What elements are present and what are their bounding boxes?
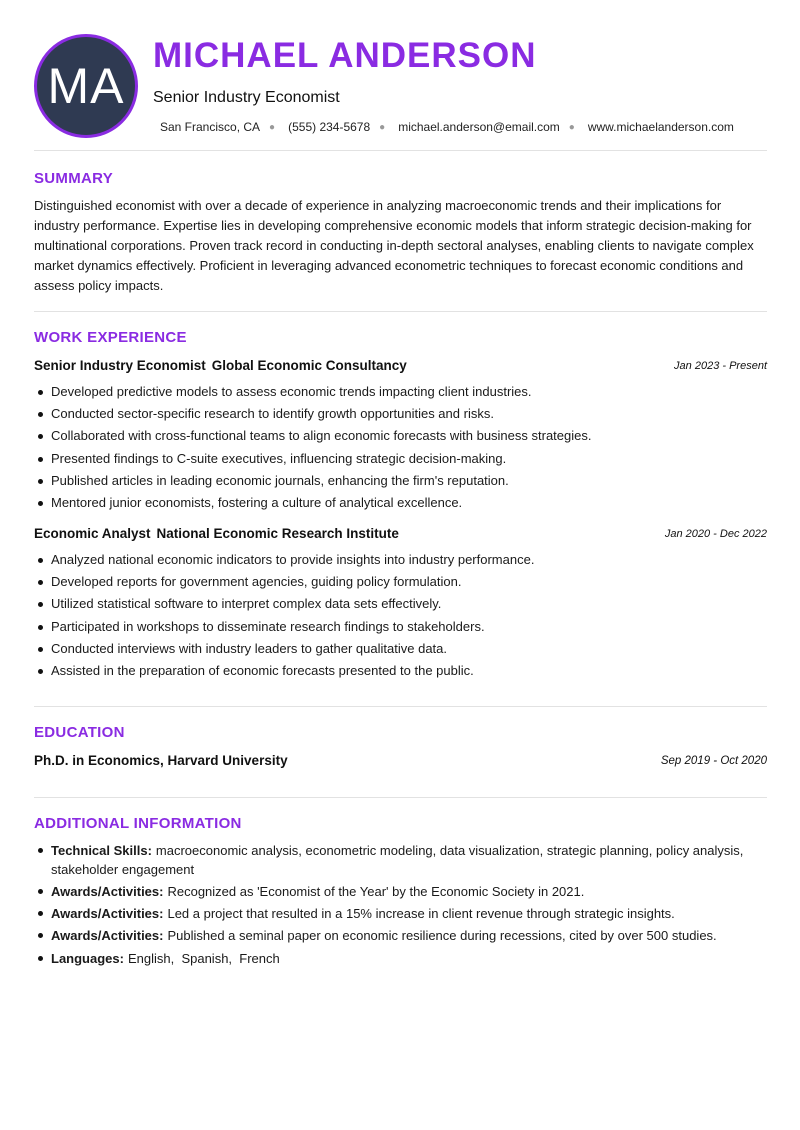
candidate-name: MICHAEL ANDERSON [153,36,537,75]
list-item: Published articles in leading economic journals, enhancing the firm's reputation. [34,470,767,492]
section-title-work-experience: WORK EXPERIENCE [34,329,187,346]
item-label: Awards/Activities: [51,884,164,899]
job-bullets [34,549,767,682]
item-text: Recognized as 'Economist of the Year' by the Economic Society in 2021. [167,884,585,899]
job-organization: National Economic Research Institute [156,526,399,541]
candidate-role: Senior Industry Economist [153,89,340,106]
job-header [34,526,767,544]
bullet-separator: ● [269,121,276,133]
section-title-summary: SUMMARY [34,170,114,187]
item-label: Awards/Activities: [51,928,164,943]
job-bullets [34,381,767,514]
bullet-separator: ● [379,121,386,133]
contact-location: San Francisco, CA [160,120,261,134]
item-text: Published a seminal paper on economic resilience during recessions, cited by over 500 studies. [167,928,717,943]
list-item: Analyzed national economic indicators to provide insights into industry performance. [34,549,767,571]
job-organization: Global Economic Consultancy [211,358,407,373]
contact-email[interactable]: michael.anderson@email.com [398,120,560,134]
bullet-separator: ● [568,121,575,133]
contact-website[interactable]: www.michaelanderson.com [587,120,734,134]
item-text: macroeconomic analysis, econometric modeling, data visualization, strategic planning, policy analysis, stakeholder engagement [51,843,744,877]
avatar: MA [34,34,138,138]
list-item: Developed reports for government agencies, guiding policy formulation. [34,571,767,593]
education-degree: Ph.D. in Economics, Harvard University [34,753,288,768]
list-item: Conducted interviews with industry leaders to gather qualitative data. [34,638,767,660]
job-title [34,358,407,373]
list-item: Utilized statistical software to interpret complex data sets effectively. [34,593,767,615]
job-title [34,526,399,541]
list-item: Mentored junior economists, fostering a culture of analytical excellence. [34,492,767,514]
section-title-education: EDUCATION [34,724,125,741]
list-item [34,841,767,879]
divider [34,797,767,798]
item-label: Awards/Activities: [51,906,164,921]
list-item [34,949,767,968]
job-dates: Jan 2020 - Dec 2022 [664,528,767,540]
item-text: English, Spanish, French [127,951,280,966]
item-label: Technical Skills: [51,843,152,858]
list-item: Presented findings to C-suite executives, influencing strategic decision-making. [34,448,767,470]
job-dates: Jan 2023 - Present [674,360,767,372]
list-item [34,882,767,901]
education-entry [34,753,767,771]
contact-bar [160,120,734,134]
section-title-additional-information: ADDITIONAL INFORMATION [34,815,242,832]
job-role: Economic Analyst [34,526,151,541]
divider [34,150,767,151]
job-role: Senior Industry Economist [34,358,206,373]
additional-info-list [34,841,767,971]
divider [34,311,767,312]
list-item [34,926,767,945]
list-item: Participated in workshops to disseminate research findings to stakeholders. [34,616,767,638]
list-item: Developed predictive models to assess economic trends impacting client industries. [34,381,767,403]
list-item: Collaborated with cross-functional teams to align economic forecasts with business strategies. [34,425,767,447]
item-label: Languages: [51,951,124,966]
list-item: Assisted in the preparation of economic forecasts presented to the public. [34,660,767,682]
education-dates: Sep 2019 - Oct 2020 [660,755,767,767]
contact-phone: (555) 234-5678 [288,120,371,134]
divider [34,706,767,707]
job-header [34,358,767,376]
item-text: Led a project that resulted in a 15% increase in client revenue through strategic insights. [167,906,675,921]
summary-text: Distinguished economist with over a decade of experience in analyzing macroeconomic trends and their implications for industry performance. Expertise lies in developing comprehensive economic models that inform strategic decision-making for multinational corporations. Proven track record in conducting in-depth sectoral analyses, enabling clients to navigate complex market dynamics effectively. Proficient in leveraging advanced econometric techniques to forecast economic conditions and assess policy impacts. [34,198,754,293]
list-item [34,904,767,923]
list-item: Conducted sector-specific research to identify growth opportunities and risks. [34,403,767,425]
